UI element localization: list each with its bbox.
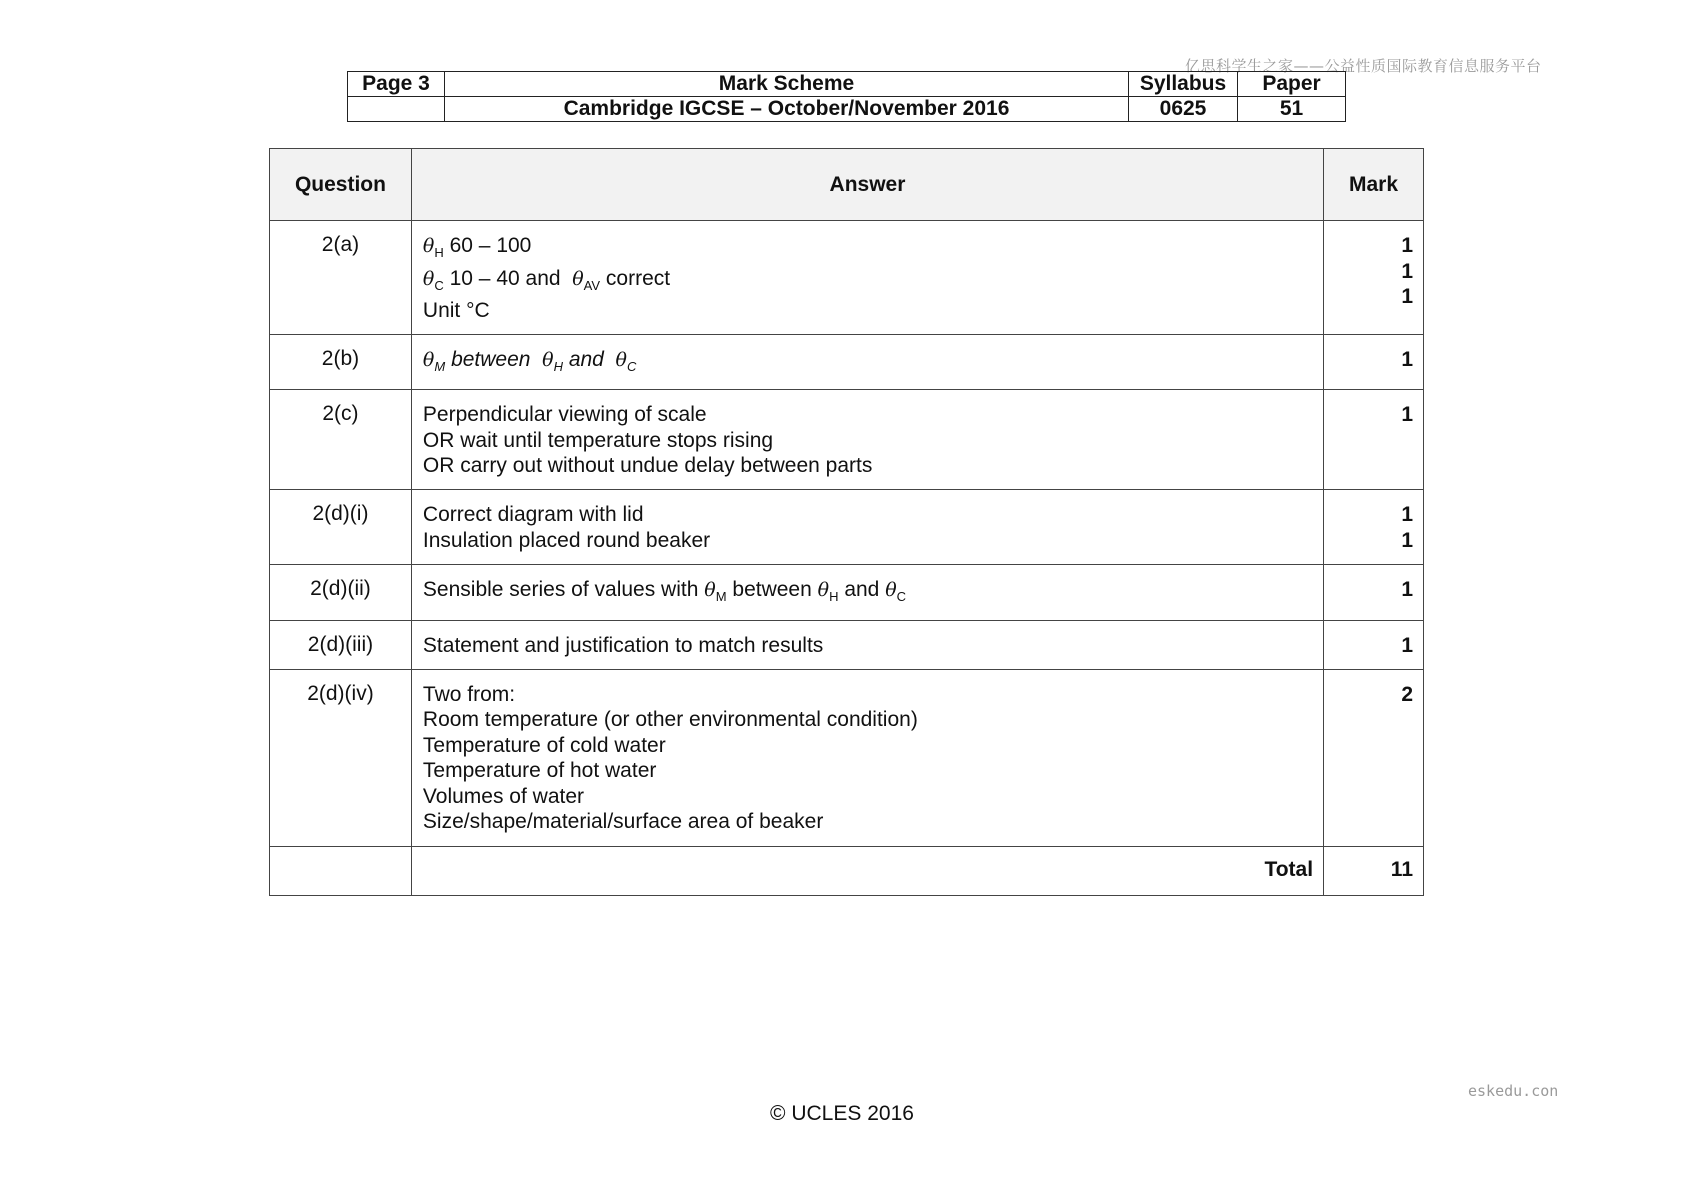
- copyright-footer: © UCLES 2016: [770, 1102, 914, 1125]
- answer-line: Statement and justification to match results: [422, 633, 824, 657]
- theta-symbol: θ: [542, 348, 554, 371]
- answer-cell: [411, 620, 1323, 669]
- question-header: Question: [270, 149, 412, 221]
- theta-symbol: θ: [615, 348, 627, 371]
- table-row: [270, 490, 1424, 565]
- subscript: H: [829, 589, 839, 604]
- answer-line: Correct diagram with lid: [422, 503, 644, 526]
- answer-line: Two from:: [422, 682, 516, 706]
- paper-label: Paper: [1238, 72, 1346, 97]
- total-row: [270, 846, 1424, 895]
- answer-text: 60 – 100: [449, 234, 532, 257]
- mark-cell: [1324, 669, 1424, 846]
- theta-symbol: θ: [885, 579, 897, 601]
- mark-cell: [1324, 565, 1424, 621]
- question-cell: 2(d)(ii): [270, 565, 412, 621]
- syllabus-code: 0625: [1129, 97, 1238, 122]
- theta-symbol: θ: [422, 267, 435, 290]
- mark-value: 1: [1401, 503, 1413, 526]
- answer-header: Answer: [411, 149, 1323, 221]
- answer-cell: [411, 221, 1323, 335]
- question-cell: 2(d)(iii): [270, 620, 412, 669]
- subscript: AV: [583, 277, 601, 293]
- mark-value: 1: [1401, 633, 1413, 657]
- mark-cell: [1324, 221, 1424, 335]
- subscript: M: [715, 589, 727, 604]
- total-blank-cell: [270, 846, 412, 895]
- subscript: H: [553, 358, 563, 374]
- table-row: [270, 334, 1424, 390]
- answer-cell: [411, 390, 1323, 490]
- answer-text: and: [844, 578, 880, 601]
- answer-cell: [411, 669, 1323, 846]
- question-cell: 2(a): [270, 221, 412, 335]
- answer-line: [423, 577, 1313, 610]
- subscript: C: [627, 358, 637, 374]
- answer-cell: [411, 334, 1323, 390]
- mark-value: 1: [1401, 528, 1413, 552]
- subscript: H: [434, 245, 444, 260]
- theta-symbol: θ: [422, 348, 435, 371]
- mark-cell: [1324, 334, 1424, 390]
- answer-cell: [411, 565, 1323, 621]
- watermark-chinese: 亿思科学生之家——公益性质国际教育信息服务平台: [1185, 57, 1542, 75]
- mark-value: 1: [1401, 403, 1413, 426]
- watermark-url: eskedu.con: [1468, 1082, 1559, 1100]
- subscript: M: [434, 358, 446, 374]
- mark-cell: [1324, 390, 1424, 490]
- paper-number: 51: [1238, 97, 1346, 122]
- subscript: C: [896, 589, 907, 604]
- answer-line: Perpendicular viewing of scale: [422, 403, 707, 426]
- total-value: 11: [1324, 846, 1424, 895]
- answer-line: [423, 266, 1313, 299]
- page-number: Page 3: [348, 72, 445, 97]
- question-cell: 2(b): [270, 334, 412, 390]
- theta-symbol: θ: [817, 579, 830, 601]
- answer-line: Room temperature (or other environmental condition): [422, 708, 918, 731]
- answer-text: correct: [605, 266, 671, 290]
- answer-line: OR carry out without undue delay between parts: [422, 454, 873, 477]
- answer-line: Size/shape/material/surface area of beaker: [422, 810, 824, 833]
- answer-text: between: [732, 578, 812, 601]
- answer-text: between: [451, 347, 531, 371]
- answer-text: 10 – 40 and: [449, 266, 561, 290]
- syllabus-label: Syllabus: [1129, 72, 1238, 97]
- mark-value: 2: [1401, 682, 1413, 706]
- table-row: [270, 221, 1424, 335]
- total-label: Total: [411, 846, 1323, 895]
- question-cell: 2(c): [270, 390, 412, 490]
- question-cell: 2(d)(iv): [270, 669, 412, 846]
- answer-text: and: [568, 347, 604, 371]
- mark-value: 1: [1401, 259, 1413, 283]
- answer-text: Sensible series of values with: [422, 578, 699, 601]
- mark-scheme-table: [269, 148, 1424, 896]
- table-row: [270, 390, 1424, 490]
- table-row: [270, 620, 1424, 669]
- answer-line: Temperature of cold water: [422, 733, 666, 757]
- answer-line: Insulation placed round beaker: [422, 528, 711, 552]
- theta-symbol: θ: [422, 235, 435, 257]
- page-number-blank: [348, 97, 445, 122]
- mark-value: 1: [1401, 285, 1413, 308]
- table-row: [270, 669, 1424, 846]
- theta-symbol: θ: [704, 579, 716, 601]
- table-row: [270, 565, 1424, 621]
- page-header-table: [347, 71, 1346, 122]
- subscript: C: [434, 277, 444, 293]
- answer-line: Unit °C: [422, 299, 490, 322]
- mark-cell: [1324, 620, 1424, 669]
- document-title: Mark Scheme: [445, 72, 1129, 97]
- answer-line: Temperature of hot water: [422, 759, 657, 782]
- mark-header: Mark: [1324, 149, 1424, 221]
- answer-line: OR wait until temperature stops rising: [422, 428, 774, 452]
- answer-line: Volumes of water: [422, 784, 585, 808]
- answer-cell: [411, 490, 1323, 565]
- mark-value: 1: [1401, 578, 1413, 601]
- answer-line: [423, 233, 1313, 266]
- mark-value: 1: [1401, 234, 1413, 257]
- theta-symbol: θ: [572, 267, 584, 290]
- question-cell: 2(d)(i): [270, 490, 412, 565]
- table-header-row: [270, 149, 1424, 221]
- exam-name: Cambridge IGCSE – October/November 2016: [445, 97, 1129, 122]
- answer-line: [423, 347, 1313, 380]
- mark-value: 1: [1401, 347, 1413, 371]
- mark-cell: [1324, 490, 1424, 565]
